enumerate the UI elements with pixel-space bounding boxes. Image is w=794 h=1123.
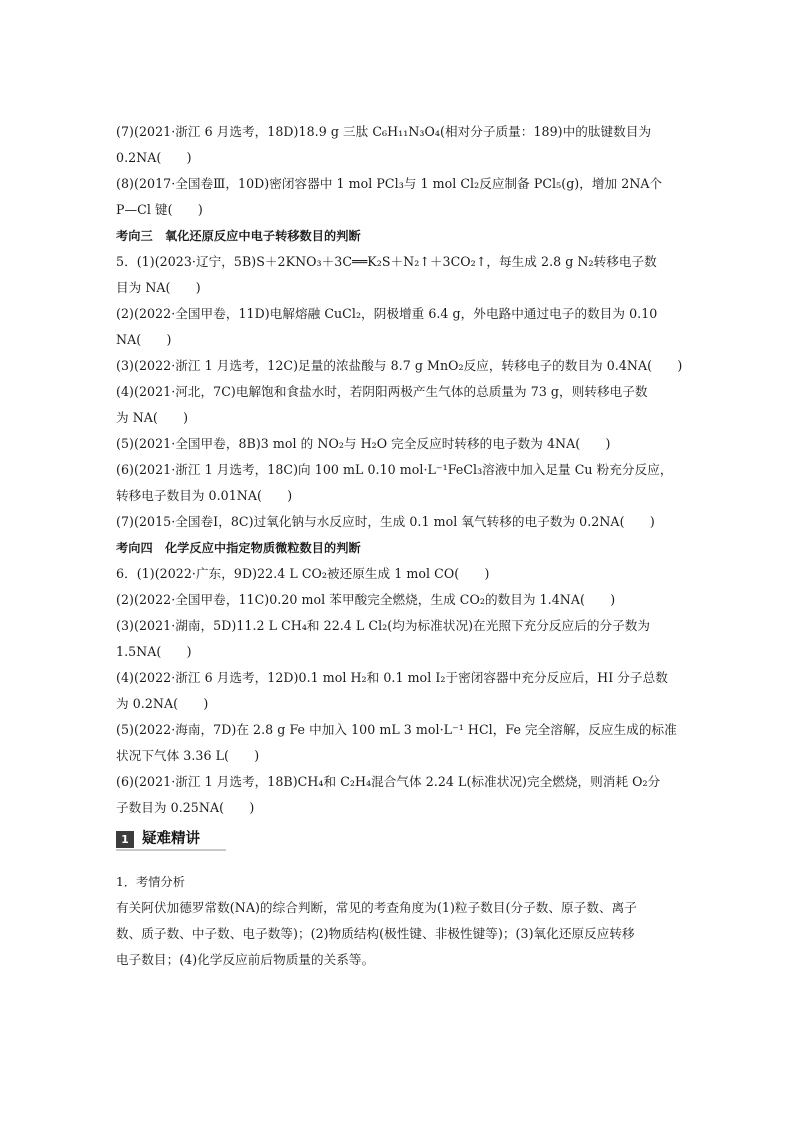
- analysis-line: 数、质子数、中子数、电子数等)；(2)物质结构(极性键、非极性键等)；(3)氧化还原反应转移: [116, 926, 635, 941]
- text-line: 子数目为 0.25NA( ): [116, 800, 255, 815]
- text-line: (6)(2021·浙江 1 月选考，18C)向 100 mL 0.10 mol·L⁻¹FeCl₃溶液中加入足量 Cu 粉充分反应，: [116, 462, 673, 477]
- analysis-heading: 1．考情分析: [116, 875, 185, 889]
- analysis-line: 电子数目；(4)化学反应前后物质量的关系等。: [116, 952, 375, 967]
- section-title: 疑难精讲: [142, 831, 200, 847]
- text-line: (6)(2021·浙江 1 月选考，18B)CH₄和 C₂H₄混合气体 2.24 L(标准状况)完全燃烧，则消耗 O₂分: [116, 774, 661, 789]
- text-line: (8)(2017·全国卷Ⅲ，10D)密闭容器中 1 mol PCl₃与 1 mol Cl₂反应制备 PCl₅(g)，增加 2NA个: [116, 176, 663, 191]
- text-line: 5．(1)(2023·辽宁，5B)S＋2KNO₃＋3C══K₂S＋N₂↑＋3CO₂↑，每生成 2.8 g N₂转移电子数: [116, 254, 657, 269]
- subsection-heading: 考向三 氧化还原反应中电子转移数目的判断: [116, 229, 361, 243]
- text-line: P—Cl 键( ): [116, 202, 203, 217]
- section-header: [116, 828, 226, 852]
- text-line: 转移电子数目为 0.01NA( ): [116, 488, 293, 503]
- text-line: (4)(2021·河北，7C)电解饱和食盐水时，若阴阳两极产生气体的总质量为 73 g，则转移电子数: [116, 384, 648, 399]
- text-line: 为 0.2NA( ): [116, 696, 209, 711]
- text-line: 0.2NA( ): [116, 150, 192, 165]
- section-number-badge: 1: [116, 831, 134, 848]
- text-line: (7)(2015·全国卷Ⅰ，8C)过氧化钠与水反应时，生成 0.1 mol 氧气转移的电子数为 0.2NA( ): [116, 514, 655, 529]
- text-line: (3)(2021·湖南，5D)11.2 L CH₄和 22.4 L Cl₂(均为标准状况)在光照下充分反应后的分子数为: [116, 618, 651, 633]
- text-line: (3)(2022·浙江 1 月选考，12C)足量的浓盐酸与 8.7 g MnO₂反应，转移电子的数目为 0.4NA( ): [116, 358, 683, 373]
- text-line: 6．(1)(2022·广东，9D)22.4 L CO₂被还原生成 1 mol CO( ): [116, 566, 490, 581]
- text-line: (5)(2022·海南，7D)在 2.8 g Fe 中加入 100 mL 3 mol·L⁻¹ HCl，Fe 完全溶解，反应生成的标准: [116, 722, 677, 737]
- subsection-heading: 考向四 化学反应中指定物质微粒数目的判断: [116, 541, 361, 555]
- analysis-line: 有关阿伏加德罗常数(NA)的综合判断，常见的考查角度为(1)粒子数目(分子数、原子数、离子: [116, 900, 637, 915]
- text-line: (2)(2022·全国甲卷，11D)电解熔融 CuCl₂，阴极增重 6.4 g，外电路中通过电子的数目为 0.10: [116, 306, 658, 321]
- section-underline: [116, 849, 226, 851]
- text-line: (2)(2022·全国甲卷，11C)0.20 mol 苯甲酸完全燃烧，生成 CO₂的数目为 1.4NA( ): [116, 592, 616, 607]
- text-line: 状况下气体 3.36 L( ): [116, 748, 260, 763]
- text-line: (5)(2021·全国甲卷，8B)3 mol 的 NO₂与 H₂O 完全反应时转移的电子数为 4NA( ): [116, 436, 611, 451]
- text-line: 为 NA( ): [116, 410, 189, 425]
- text-line: (4)(2022·浙江 6 月选考，12D)0.1 mol H₂和 0.1 mol I₂于密闭容器中充分反应后，HI 分子总数: [116, 670, 668, 685]
- text-line: 目为 NA( ): [116, 280, 201, 295]
- text-line: (7)(2021·浙江 6 月选考，18D)18.9 g 三肽 C₆H₁₁N₃O₄(相对分子质量：189)中的肽键数目为: [116, 124, 652, 139]
- text-line: NA( ): [116, 332, 172, 347]
- text-line: 1.5NA( ): [116, 644, 192, 659]
